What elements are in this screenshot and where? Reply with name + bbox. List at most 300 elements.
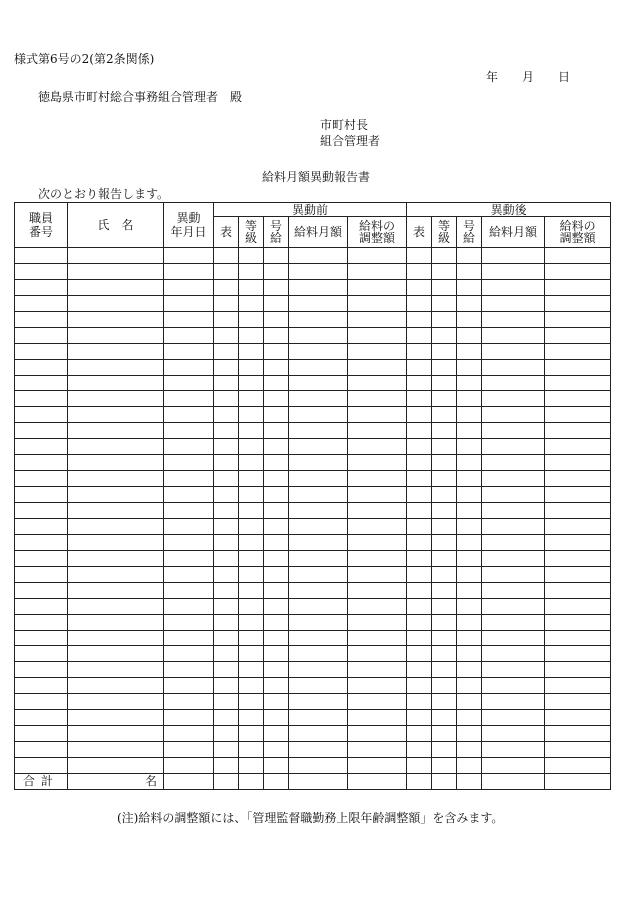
entry-cell[interactable] bbox=[15, 518, 68, 534]
entry-cell[interactable] bbox=[164, 726, 214, 742]
entry-cell[interactable] bbox=[289, 550, 348, 566]
entry-cell[interactable] bbox=[239, 518, 264, 534]
entry-cell[interactable] bbox=[68, 391, 164, 407]
entry-cell[interactable] bbox=[164, 311, 214, 327]
entry-cell[interactable] bbox=[432, 471, 457, 487]
entry-cell[interactable] bbox=[214, 295, 239, 311]
entry-cell[interactable] bbox=[68, 598, 164, 614]
entry-cell[interactable] bbox=[15, 742, 68, 758]
entry-cell[interactable] bbox=[164, 407, 214, 423]
entry-cell[interactable] bbox=[164, 566, 214, 582]
entry-cell[interactable] bbox=[214, 487, 239, 503]
entry-cell[interactable] bbox=[289, 678, 348, 694]
entry-cell[interactable] bbox=[348, 263, 407, 279]
entry-cell[interactable] bbox=[264, 407, 289, 423]
entry-cell[interactable] bbox=[407, 263, 432, 279]
entry-cell[interactable] bbox=[239, 534, 264, 550]
entry-cell[interactable] bbox=[407, 710, 432, 726]
entry-cell[interactable] bbox=[482, 311, 545, 327]
entry-cell[interactable] bbox=[348, 391, 407, 407]
entry-cell[interactable] bbox=[264, 487, 289, 503]
entry-cell[interactable] bbox=[407, 598, 432, 614]
entry-cell[interactable] bbox=[15, 614, 68, 630]
entry-cell[interactable] bbox=[407, 359, 432, 375]
entry-cell[interactable] bbox=[545, 742, 611, 758]
entry-cell[interactable] bbox=[164, 391, 214, 407]
entry-cell[interactable] bbox=[289, 343, 348, 359]
entry-cell[interactable] bbox=[239, 471, 264, 487]
entry-cell[interactable] bbox=[545, 248, 611, 264]
entry-cell[interactable] bbox=[545, 263, 611, 279]
entry-cell[interactable] bbox=[68, 471, 164, 487]
entry-cell[interactable] bbox=[457, 279, 482, 295]
entry-cell[interactable] bbox=[68, 518, 164, 534]
entry-cell[interactable] bbox=[457, 710, 482, 726]
entry-cell[interactable] bbox=[68, 423, 164, 439]
entry-cell[interactable] bbox=[348, 646, 407, 662]
entry-cell[interactable] bbox=[15, 471, 68, 487]
entry-cell[interactable] bbox=[432, 582, 457, 598]
entry-cell[interactable] bbox=[407, 518, 432, 534]
entry-cell[interactable] bbox=[264, 279, 289, 295]
entry-cell[interactable] bbox=[545, 503, 611, 519]
entry-cell[interactable] bbox=[457, 614, 482, 630]
entry-cell[interactable] bbox=[214, 503, 239, 519]
entry-cell[interactable] bbox=[432, 263, 457, 279]
entry-cell[interactable] bbox=[68, 630, 164, 646]
entry-cell[interactable] bbox=[482, 662, 545, 678]
entry-cell[interactable] bbox=[68, 439, 164, 455]
entry-cell[interactable] bbox=[214, 391, 239, 407]
entry-cell[interactable] bbox=[68, 295, 164, 311]
entry-cell[interactable] bbox=[482, 391, 545, 407]
entry-cell[interactable] bbox=[545, 726, 611, 742]
entry-cell[interactable] bbox=[239, 487, 264, 503]
entry-cell[interactable] bbox=[289, 248, 348, 264]
entry-cell[interactable] bbox=[545, 678, 611, 694]
entry-cell[interactable] bbox=[214, 327, 239, 343]
entry-cell[interactable] bbox=[164, 662, 214, 678]
entry-cell[interactable] bbox=[214, 375, 239, 391]
entry-cell[interactable] bbox=[15, 534, 68, 550]
entry-cell[interactable] bbox=[164, 710, 214, 726]
entry-cell[interactable] bbox=[457, 582, 482, 598]
entry-cell[interactable] bbox=[482, 279, 545, 295]
entry-cell[interactable] bbox=[545, 582, 611, 598]
entry-cell[interactable] bbox=[432, 407, 457, 423]
entry-cell[interactable] bbox=[289, 295, 348, 311]
entry-cell[interactable] bbox=[407, 439, 432, 455]
entry-cell[interactable] bbox=[457, 343, 482, 359]
entry-cell[interactable] bbox=[457, 248, 482, 264]
entry-cell[interactable] bbox=[289, 375, 348, 391]
entry-cell[interactable] bbox=[457, 503, 482, 519]
entry-cell[interactable] bbox=[482, 598, 545, 614]
entry-cell[interactable] bbox=[432, 758, 457, 774]
entry-cell[interactable] bbox=[545, 630, 611, 646]
entry-cell[interactable] bbox=[264, 710, 289, 726]
entry-cell[interactable] bbox=[15, 375, 68, 391]
entry-cell[interactable] bbox=[239, 550, 264, 566]
entry-cell[interactable] bbox=[407, 566, 432, 582]
entry-cell[interactable] bbox=[68, 582, 164, 598]
entry-cell[interactable] bbox=[264, 550, 289, 566]
entry-cell[interactable] bbox=[457, 518, 482, 534]
entry-cell[interactable] bbox=[407, 407, 432, 423]
entry-cell[interactable] bbox=[68, 263, 164, 279]
entry-cell[interactable] bbox=[15, 487, 68, 503]
entry-cell[interactable] bbox=[68, 614, 164, 630]
entry-cell[interactable] bbox=[15, 423, 68, 439]
entry-cell[interactable] bbox=[432, 248, 457, 264]
entry-cell[interactable] bbox=[164, 327, 214, 343]
entry-cell[interactable] bbox=[432, 391, 457, 407]
entry-cell[interactable] bbox=[264, 391, 289, 407]
entry-cell[interactable] bbox=[164, 471, 214, 487]
entry-cell[interactable] bbox=[407, 343, 432, 359]
entry-cell[interactable] bbox=[432, 327, 457, 343]
entry-cell[interactable] bbox=[239, 694, 264, 710]
entry-cell[interactable] bbox=[239, 279, 264, 295]
entry-cell[interactable] bbox=[15, 566, 68, 582]
entry-cell[interactable] bbox=[482, 455, 545, 471]
entry-cell[interactable] bbox=[545, 391, 611, 407]
entry-cell[interactable] bbox=[289, 263, 348, 279]
entry-cell[interactable] bbox=[482, 678, 545, 694]
entry-cell[interactable] bbox=[457, 375, 482, 391]
entry-cell[interactable] bbox=[239, 614, 264, 630]
entry-cell[interactable] bbox=[348, 534, 407, 550]
entry-cell[interactable] bbox=[214, 439, 239, 455]
entry-cell[interactable] bbox=[482, 407, 545, 423]
entry-cell[interactable] bbox=[214, 678, 239, 694]
entry-cell[interactable] bbox=[545, 662, 611, 678]
entry-cell[interactable] bbox=[457, 630, 482, 646]
entry-cell[interactable] bbox=[432, 534, 457, 550]
entry-cell[interactable] bbox=[545, 534, 611, 550]
entry-cell[interactable] bbox=[239, 375, 264, 391]
entry-cell[interactable] bbox=[482, 630, 545, 646]
entry-cell[interactable] bbox=[214, 471, 239, 487]
entry-cell[interactable] bbox=[482, 248, 545, 264]
entry-cell[interactable] bbox=[457, 423, 482, 439]
entry-cell[interactable] bbox=[545, 375, 611, 391]
entry-cell[interactable] bbox=[289, 710, 348, 726]
entry-cell[interactable] bbox=[348, 550, 407, 566]
entry-cell[interactable] bbox=[457, 295, 482, 311]
entry-cell[interactable] bbox=[407, 327, 432, 343]
entry-cell[interactable] bbox=[545, 295, 611, 311]
entry-cell[interactable] bbox=[15, 598, 68, 614]
entry-cell[interactable] bbox=[164, 678, 214, 694]
entry-cell[interactable] bbox=[432, 295, 457, 311]
entry-cell[interactable] bbox=[15, 263, 68, 279]
entry-cell[interactable] bbox=[15, 550, 68, 566]
entry-cell[interactable] bbox=[15, 455, 68, 471]
entry-cell[interactable] bbox=[432, 598, 457, 614]
entry-cell[interactable] bbox=[457, 662, 482, 678]
entry-cell[interactable] bbox=[545, 518, 611, 534]
entry-cell[interactable] bbox=[239, 359, 264, 375]
entry-cell[interactable] bbox=[239, 248, 264, 264]
entry-cell[interactable] bbox=[432, 726, 457, 742]
entry-cell[interactable] bbox=[289, 471, 348, 487]
entry-cell[interactable] bbox=[214, 726, 239, 742]
entry-cell[interactable] bbox=[289, 582, 348, 598]
entry-cell[interactable] bbox=[457, 311, 482, 327]
entry-cell[interactable] bbox=[15, 279, 68, 295]
entry-cell[interactable] bbox=[348, 503, 407, 519]
entry-cell[interactable] bbox=[164, 518, 214, 534]
entry-cell[interactable] bbox=[432, 487, 457, 503]
entry-cell[interactable] bbox=[15, 343, 68, 359]
entry-cell[interactable] bbox=[214, 311, 239, 327]
entry-cell[interactable] bbox=[432, 550, 457, 566]
entry-cell[interactable] bbox=[289, 614, 348, 630]
entry-cell[interactable] bbox=[545, 327, 611, 343]
entry-cell[interactable] bbox=[289, 534, 348, 550]
entry-cell[interactable] bbox=[457, 359, 482, 375]
entry-cell[interactable] bbox=[432, 279, 457, 295]
entry-cell[interactable] bbox=[239, 646, 264, 662]
entry-cell[interactable] bbox=[432, 566, 457, 582]
entry-cell[interactable] bbox=[15, 758, 68, 774]
entry-cell[interactable] bbox=[432, 359, 457, 375]
entry-cell[interactable] bbox=[68, 327, 164, 343]
entry-cell[interactable] bbox=[164, 375, 214, 391]
entry-cell[interactable] bbox=[214, 614, 239, 630]
entry-cell[interactable] bbox=[348, 248, 407, 264]
entry-cell[interactable] bbox=[289, 518, 348, 534]
entry-cell[interactable] bbox=[264, 566, 289, 582]
entry-cell[interactable] bbox=[482, 710, 545, 726]
entry-cell[interactable] bbox=[15, 295, 68, 311]
entry-cell[interactable] bbox=[482, 614, 545, 630]
entry-cell[interactable] bbox=[545, 407, 611, 423]
entry-cell[interactable] bbox=[214, 550, 239, 566]
entry-cell[interactable] bbox=[407, 279, 432, 295]
entry-cell[interactable] bbox=[545, 423, 611, 439]
entry-cell[interactable] bbox=[164, 423, 214, 439]
entry-cell[interactable] bbox=[482, 742, 545, 758]
entry-cell[interactable] bbox=[214, 694, 239, 710]
entry-cell[interactable] bbox=[545, 455, 611, 471]
entry-cell[interactable] bbox=[239, 662, 264, 678]
entry-cell[interactable] bbox=[432, 311, 457, 327]
entry-cell[interactable] bbox=[482, 646, 545, 662]
entry-cell[interactable] bbox=[264, 503, 289, 519]
entry-cell[interactable] bbox=[264, 646, 289, 662]
entry-cell[interactable] bbox=[348, 694, 407, 710]
entry-cell[interactable] bbox=[68, 455, 164, 471]
entry-cell[interactable] bbox=[214, 598, 239, 614]
entry-cell[interactable] bbox=[68, 678, 164, 694]
entry-cell[interactable] bbox=[432, 439, 457, 455]
entry-cell[interactable] bbox=[239, 327, 264, 343]
entry-cell[interactable] bbox=[348, 295, 407, 311]
entry-cell[interactable] bbox=[68, 726, 164, 742]
entry-cell[interactable] bbox=[68, 311, 164, 327]
entry-cell[interactable] bbox=[289, 423, 348, 439]
entry-cell[interactable] bbox=[348, 311, 407, 327]
entry-cell[interactable] bbox=[432, 630, 457, 646]
entry-cell[interactable] bbox=[164, 295, 214, 311]
entry-cell[interactable] bbox=[239, 263, 264, 279]
entry-cell[interactable] bbox=[264, 311, 289, 327]
entry-cell[interactable] bbox=[482, 503, 545, 519]
entry-cell[interactable] bbox=[348, 710, 407, 726]
entry-cell[interactable] bbox=[407, 694, 432, 710]
entry-cell[interactable] bbox=[289, 503, 348, 519]
entry-cell[interactable] bbox=[239, 726, 264, 742]
entry-cell[interactable] bbox=[289, 726, 348, 742]
entry-cell[interactable] bbox=[68, 662, 164, 678]
entry-cell[interactable] bbox=[239, 407, 264, 423]
entry-cell[interactable] bbox=[68, 534, 164, 550]
entry-cell[interactable] bbox=[432, 710, 457, 726]
entry-cell[interactable] bbox=[15, 726, 68, 742]
entry-cell[interactable] bbox=[264, 359, 289, 375]
entry-cell[interactable] bbox=[15, 359, 68, 375]
entry-cell[interactable] bbox=[264, 471, 289, 487]
entry-cell[interactable] bbox=[239, 582, 264, 598]
entry-cell[interactable] bbox=[214, 742, 239, 758]
entry-cell[interactable] bbox=[545, 694, 611, 710]
entry-cell[interactable] bbox=[214, 455, 239, 471]
entry-cell[interactable] bbox=[214, 758, 239, 774]
entry-cell[interactable] bbox=[68, 710, 164, 726]
entry-cell[interactable] bbox=[432, 423, 457, 439]
entry-cell[interactable] bbox=[407, 375, 432, 391]
entry-cell[interactable] bbox=[545, 646, 611, 662]
entry-cell[interactable] bbox=[348, 726, 407, 742]
entry-cell[interactable] bbox=[482, 423, 545, 439]
entry-cell[interactable] bbox=[457, 439, 482, 455]
entry-cell[interactable] bbox=[348, 742, 407, 758]
entry-cell[interactable] bbox=[348, 327, 407, 343]
entry-cell[interactable] bbox=[214, 343, 239, 359]
entry-cell[interactable] bbox=[164, 248, 214, 264]
entry-cell[interactable] bbox=[15, 407, 68, 423]
entry-cell[interactable] bbox=[15, 311, 68, 327]
entry-cell[interactable] bbox=[457, 391, 482, 407]
entry-cell[interactable] bbox=[164, 550, 214, 566]
entry-cell[interactable] bbox=[239, 503, 264, 519]
entry-cell[interactable] bbox=[264, 742, 289, 758]
entry-cell[interactable] bbox=[432, 518, 457, 534]
entry-cell[interactable] bbox=[264, 248, 289, 264]
entry-cell[interactable] bbox=[68, 248, 164, 264]
entry-cell[interactable] bbox=[457, 407, 482, 423]
entry-cell[interactable] bbox=[432, 662, 457, 678]
entry-cell[interactable] bbox=[482, 694, 545, 710]
entry-cell[interactable] bbox=[68, 487, 164, 503]
entry-cell[interactable] bbox=[348, 407, 407, 423]
entry-cell[interactable] bbox=[348, 662, 407, 678]
entry-cell[interactable] bbox=[68, 550, 164, 566]
entry-cell[interactable] bbox=[545, 439, 611, 455]
entry-cell[interactable] bbox=[264, 758, 289, 774]
entry-cell[interactable] bbox=[214, 646, 239, 662]
entry-cell[interactable] bbox=[457, 694, 482, 710]
entry-cell[interactable] bbox=[545, 614, 611, 630]
entry-cell[interactable] bbox=[164, 646, 214, 662]
entry-cell[interactable] bbox=[545, 566, 611, 582]
entry-cell[interactable] bbox=[264, 518, 289, 534]
entry-cell[interactable] bbox=[214, 248, 239, 264]
entry-cell[interactable] bbox=[482, 582, 545, 598]
entry-cell[interactable] bbox=[214, 359, 239, 375]
entry-cell[interactable] bbox=[15, 678, 68, 694]
entry-cell[interactable] bbox=[289, 455, 348, 471]
entry-cell[interactable] bbox=[482, 758, 545, 774]
entry-cell[interactable] bbox=[68, 279, 164, 295]
entry-cell[interactable] bbox=[68, 375, 164, 391]
entry-cell[interactable] bbox=[348, 487, 407, 503]
entry-cell[interactable] bbox=[264, 423, 289, 439]
entry-cell[interactable] bbox=[482, 263, 545, 279]
entry-cell[interactable] bbox=[214, 630, 239, 646]
entry-cell[interactable] bbox=[482, 534, 545, 550]
entry-cell[interactable] bbox=[164, 487, 214, 503]
entry-cell[interactable] bbox=[214, 534, 239, 550]
entry-cell[interactable] bbox=[348, 359, 407, 375]
entry-cell[interactable] bbox=[214, 582, 239, 598]
entry-cell[interactable] bbox=[164, 455, 214, 471]
entry-cell[interactable] bbox=[264, 726, 289, 742]
entry-cell[interactable] bbox=[348, 614, 407, 630]
entry-cell[interactable] bbox=[289, 662, 348, 678]
entry-cell[interactable] bbox=[545, 471, 611, 487]
entry-cell[interactable] bbox=[289, 327, 348, 343]
entry-cell[interactable] bbox=[264, 694, 289, 710]
entry-cell[interactable] bbox=[407, 614, 432, 630]
entry-cell[interactable] bbox=[214, 407, 239, 423]
entry-cell[interactable] bbox=[15, 710, 68, 726]
entry-cell[interactable] bbox=[482, 518, 545, 534]
entry-cell[interactable] bbox=[407, 678, 432, 694]
entry-cell[interactable] bbox=[239, 439, 264, 455]
entry-cell[interactable] bbox=[289, 598, 348, 614]
entry-cell[interactable] bbox=[407, 550, 432, 566]
entry-cell[interactable] bbox=[15, 662, 68, 678]
entry-cell[interactable] bbox=[432, 742, 457, 758]
entry-cell[interactable] bbox=[164, 263, 214, 279]
entry-cell[interactable] bbox=[457, 487, 482, 503]
entry-cell[interactable] bbox=[348, 423, 407, 439]
entry-cell[interactable] bbox=[214, 710, 239, 726]
entry-cell[interactable] bbox=[15, 248, 68, 264]
entry-cell[interactable] bbox=[214, 662, 239, 678]
entry-cell[interactable] bbox=[264, 343, 289, 359]
entry-cell[interactable] bbox=[457, 327, 482, 343]
entry-cell[interactable] bbox=[348, 566, 407, 582]
entry-cell[interactable] bbox=[457, 646, 482, 662]
entry-cell[interactable] bbox=[348, 455, 407, 471]
entry-cell[interactable] bbox=[68, 742, 164, 758]
entry-cell[interactable] bbox=[164, 439, 214, 455]
entry-cell[interactable] bbox=[239, 678, 264, 694]
entry-cell[interactable] bbox=[239, 343, 264, 359]
entry-cell[interactable] bbox=[545, 758, 611, 774]
entry-cell[interactable] bbox=[407, 742, 432, 758]
entry-cell[interactable] bbox=[348, 630, 407, 646]
entry-cell[interactable] bbox=[264, 534, 289, 550]
entry-cell[interactable] bbox=[289, 742, 348, 758]
entry-cell[interactable] bbox=[289, 694, 348, 710]
entry-cell[interactable] bbox=[264, 263, 289, 279]
entry-cell[interactable] bbox=[407, 487, 432, 503]
